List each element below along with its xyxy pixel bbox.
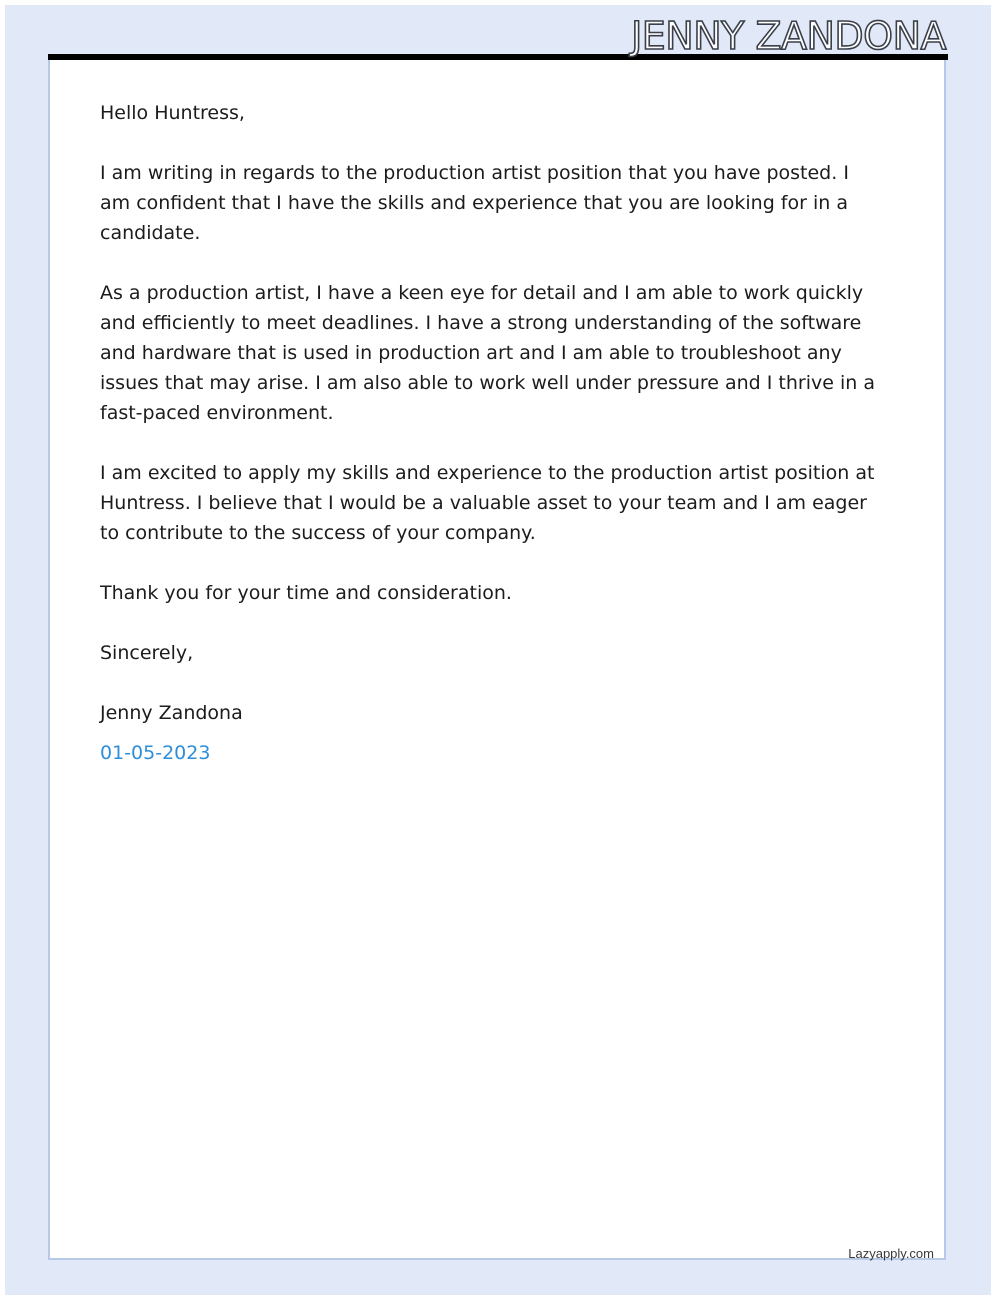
footer-brand: Lazyapply.com [848,1246,934,1261]
letter-paragraph: I am excited to apply my skills and experience to the production artist position at Huntress. I believe that I would be a valuable asset to your team and I am eager to contribute to the success of your company. [100,462,875,544]
letter-signer: Jenny Zandona [100,702,243,724]
letter-closing: Sincerely, [100,642,194,664]
letter-greeting: Hello Huntress, [100,102,245,124]
cover-letter-body [100,98,880,768]
letter-paragraph: As a production artist, I have a keen eye for detail and I am able to work quickly and efficiently to meet deadlines. I have a strong understanding of the software and hardware that is used in production art and I am able to troubleshoot any issues that may arise. I am also able to work well under pressure and I thrive in a fast-paced environment. [100,282,875,424]
letter-date: 01-05-2023 [100,742,211,764]
letter-paragraph: I am writing in regards to the production artist position that you have posted. I am confident that I have the skills and experience that you are looking for in a candidate. [100,162,849,244]
applicant-name-heading: JENNY ZANDONA [631,14,946,58]
letter-paragraph: Thank you for your time and consideration. [100,582,512,604]
